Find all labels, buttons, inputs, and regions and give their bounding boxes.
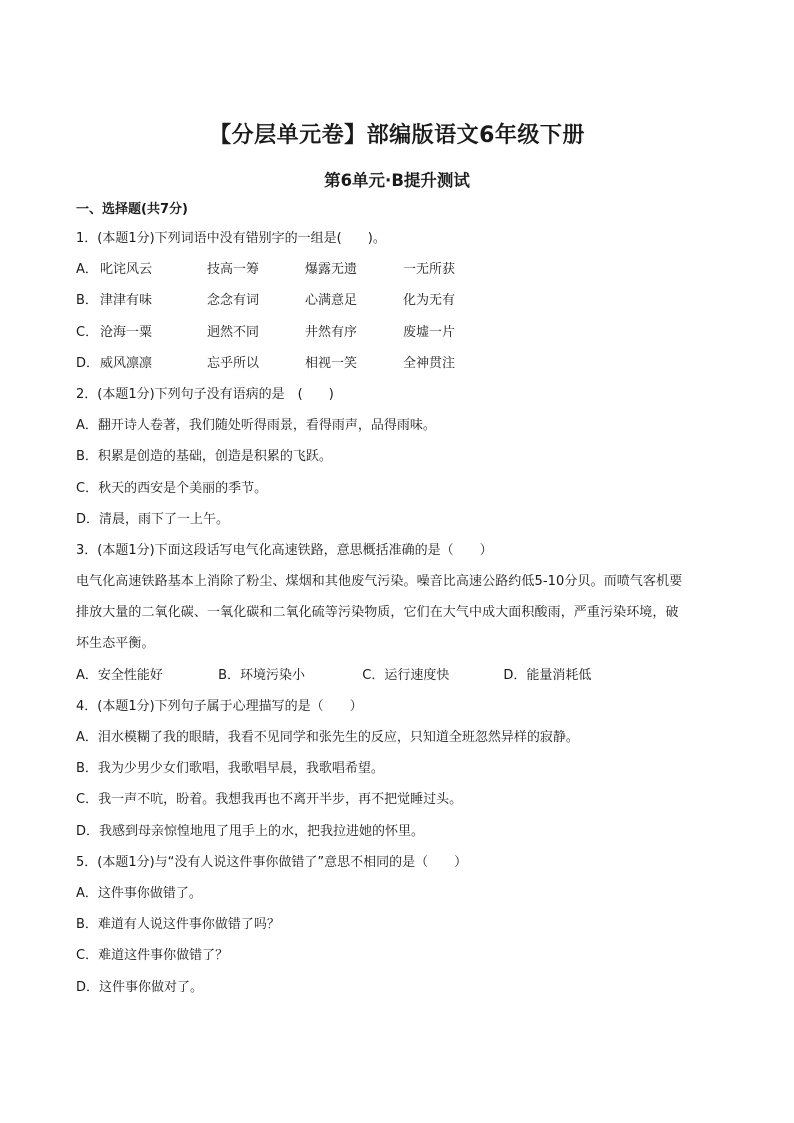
- option-item: 井然有序: [305, 324, 358, 340]
- option-item: 威风凛凛: [100, 355, 153, 371]
- question-1-option-d: [76, 348, 718, 379]
- question-4-option-d: D．我感到母亲惊惶地甩了甩手上的水，把我拉进她的怀里。: [76, 823, 425, 839]
- option-item: 爆露无遗: [305, 262, 358, 278]
- question-3-option-c: C．运行速度快: [362, 667, 450, 683]
- question-2-option-d: D．清晨，雨下了一上午。: [76, 511, 230, 527]
- option-item: 废墟一片: [403, 324, 456, 340]
- question-3-options: [76, 660, 718, 691]
- question-5-option-d: D．这件事你做对了。: [76, 979, 204, 995]
- option-item: 念念有词: [207, 293, 260, 309]
- page-title: 【分层单元卷】部编版语文6年级下册: [209, 123, 585, 148]
- question-1-stem: 1．(本题1分)下列词语中没有错别字的一组是( )。: [76, 231, 386, 246]
- option-label: B．: [76, 293, 98, 309]
- option-item: 化为无有: [403, 293, 456, 309]
- question-2-option-a: A．翻开诗人卷著，我们随处听得雨景，看得雨声，品得雨味。: [76, 418, 436, 434]
- question-5-option-c: C．难道这件事你做错了？: [76, 948, 229, 964]
- section-heading: 一、选择题(共7分): [76, 202, 188, 217]
- question-3-passage-line: 排放大量的二氧化碳、一氧化碳和二氧化硫等污染物质，它们在大气中成大面积酸雨，严重污染环境，破: [76, 605, 679, 621]
- option-item: 技高一筹: [207, 262, 260, 278]
- option-item: 迥然不同: [207, 324, 260, 340]
- question-3-option-d: D．能量消耗低: [503, 667, 592, 683]
- question-4-option-b: B．我为少男少女们歌唱，我歌唱早晨，我歌唱希望。: [76, 761, 384, 777]
- question-3-passage-line: 电气化高速铁路基本上消除了粉尘、煤烟和其他废气污染。噪音比高速公路约低5-10分贝。而喷气客机要: [76, 574, 683, 590]
- option-item: 全神贯注: [403, 355, 456, 371]
- option-item: 一无所获: [403, 262, 456, 278]
- page-subtitle: 第6单元·B提升测试: [324, 171, 470, 190]
- option-item: 忘乎所以: [207, 355, 260, 371]
- question-2-option-b: B．积累是创造的基础，创造是积累的飞跃。: [76, 449, 332, 465]
- option-item: 相视一笑: [305, 355, 358, 371]
- question-4-option-c: C．我一声不吭，盼着。我想我再也不离开半步，再不把觉睡过头。: [76, 792, 463, 808]
- question-4-option-a: A．泪水模糊了我的眼睛，我看不见同学和张先生的反应，只知道全班忽然异样的寂静。: [76, 730, 579, 745]
- question-5-stem: 5．(本题1分)与“没有人说这件事你做错了”意思不相同的是（ ）: [76, 854, 468, 870]
- question-2-stem: 2．(本题1分)下列句子没有语病的是 ( ): [76, 386, 334, 402]
- question-4-stem: 4．(本题1分)下列句子属于心理描写的是（ ）: [76, 698, 363, 714]
- question-1-option-a: [76, 254, 718, 285]
- question-list: [76, 223, 718, 1003]
- option-item: 沧海一粟: [100, 324, 153, 340]
- question-3-passage-line: 坏生态平衡。: [76, 636, 155, 652]
- option-item: 心满意足: [305, 293, 358, 309]
- option-item: 津津有味: [100, 293, 153, 309]
- option-item: 叱诧风云: [100, 262, 153, 278]
- question-5-option-a: A．这件事你做错了。: [76, 885, 202, 901]
- option-label: A．: [76, 262, 98, 278]
- question-1-option-b: [76, 285, 718, 316]
- question-3-option-b: B．环境污染小: [218, 667, 306, 683]
- question-5-option-b: B．难道有人说这件事你做错了吗？: [76, 917, 280, 933]
- option-label: D．: [76, 355, 100, 371]
- question-3-option-a: A．安全性能好: [76, 667, 163, 683]
- question-3-stem: 3．(本题1分)下面这段话写电气化高速铁路，意思概括准确的是（ ）: [76, 542, 493, 558]
- question-1-option-c: [76, 317, 718, 348]
- option-label: C．: [76, 324, 99, 340]
- question-2-option-c: C．秋天的西安是个美丽的季节。: [76, 480, 268, 496]
